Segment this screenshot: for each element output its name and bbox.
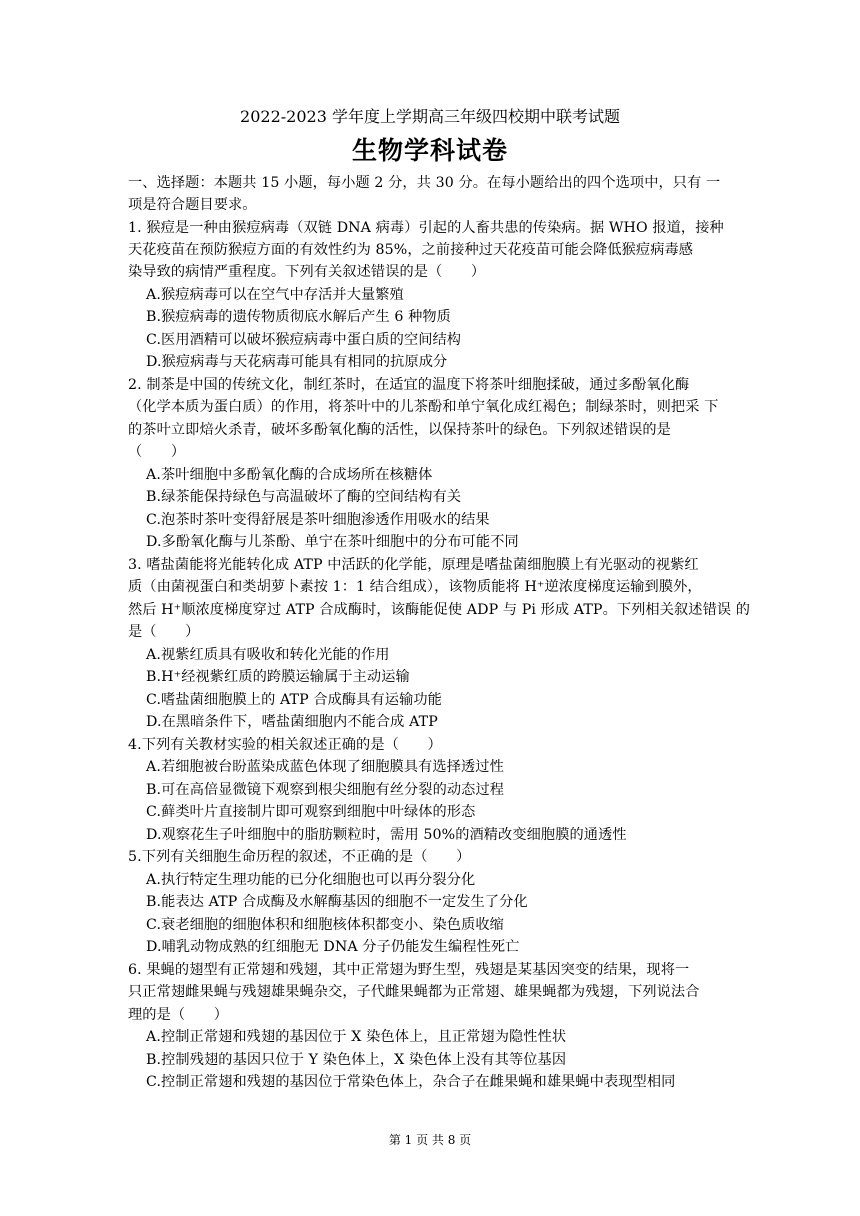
question-2-stem: 2. 制茶是中国的传统文化，制红茶时，在适宜的温度下将茶叶细胞揉破，通过多酚氧化酶 — [128, 377, 690, 393]
question-6-stem: 理的是（ ） — [128, 1007, 229, 1023]
question-5-option-a: A.执行特定生理功能的已分化细胞也可以再分裂分化 — [146, 872, 476, 888]
question-3-stem: 然后 H⁺顺浓度梯度穿过 ATP 合成酶时，该酶能促使 ADP 与 Pi 形成 ATP。下列相关叙述错误 的 — [128, 602, 751, 618]
subject-title: 生物学科试卷 — [351, 136, 508, 165]
question-3-stem: 是（ ） — [128, 624, 200, 640]
question-5-option-d: D.哺乳动物成熟的红细胞无 DNA 分子仍能发生编程性死亡 — [146, 939, 520, 955]
question-2-stem: 的茶叶立即焙火杀青，破坏多酚氧化酶的活性，以保持茶叶的绿色。下列叙述错误的是 — [128, 422, 671, 438]
question-4-option-b: B.可在高倍显微镜下观察到根尖细胞有丝分裂的动态过程 — [146, 782, 505, 798]
question-2-option-d: D.多酚氧化酶与儿茶酚、单宁在茶叶细胞中的分布可能不同 — [146, 534, 519, 550]
question-5-option-b: B.能表达 ATP 合成酶及水解酶基因的细胞不一定发生了分化 — [146, 894, 528, 910]
question-2-stem: （ ） — [128, 444, 186, 460]
question-6-stem: 只正常翅雌果蝇与残翅雄果蝇杂交，子代雌果蝇都为正常翅、雄果蝇都为残翅，下列说法合 — [128, 984, 700, 1000]
question-3-stem: 质（由菌视蛋白和类胡萝卜素按 1：1 结合组成），该物质能将 H⁺逆浓度梯度运输到膜外， — [128, 579, 702, 595]
question-1-option-d: D.猴痘病毒与天花病毒可能具有相同的抗原成分 — [146, 354, 448, 370]
question-3-option-b: B.H⁺经视紫红质的跨膜运输属于主动运输 — [146, 669, 410, 685]
section-heading-cont: 项是符合题目要求。 — [128, 197, 257, 213]
question-1-stem: 天花疫苗在预防猴痘方面的有效性约为 85%，之前接种过天花疫苗可能会降低猴痘病毒感 — [128, 242, 694, 258]
exam-title: 2022-2023 学年度上学期高三年级四校期中联考试题 — [240, 107, 620, 126]
page-number: 第 1 页 共 8 页 — [388, 1133, 472, 1147]
question-3-stem: 3. 嗜盐菌能将光能转化成 ATP 中活跃的化学能，原理是嗜盐菌细胞膜上有光驱动的视紫红 — [128, 557, 699, 573]
question-3-option-a: A.视紫红质具有吸收和转化光能的作用 — [146, 647, 390, 663]
question-6-option-c: C.控制正常翅和残翅的基因位于常染色体上，杂合子在雌果蝇和雄果蝇中表现型相同 — [146, 1074, 676, 1090]
question-2-option-c: C.泡茶时茶叶变得舒展是茶叶细胞渗透作用吸水的结果 — [146, 512, 490, 528]
question-1-stem: 1. 猴痘是一种由猴痘病毒（双链 DNA 病毒）引起的人畜共患的传染病。据 WHO 报道，接种 — [128, 220, 724, 236]
question-3-option-c: C.嗜盐菌细胞膜上的 ATP 合成酶具有运输功能 — [146, 692, 442, 708]
question-1-option-b: B.猴痘病毒的遗传物质彻底水解后产生 6 种物质 — [146, 309, 451, 325]
question-3-option-d: D.在黑暗条件下，嗜盐菌细胞内不能合成 ATP — [146, 714, 438, 730]
question-1-option-a: A.猴痘病毒可以在空气中存活并大量繁殖 — [146, 287, 404, 303]
question-6-option-b: B.控制残翅的基因只位于 Y 染色体上，X 染色体上没有其等位基因 — [146, 1052, 567, 1068]
question-4-option-a: A.若细胞被台盼蓝染成蓝色体现了细胞膜具有选择透过性 — [146, 759, 504, 775]
question-5-stem: 5.下列有关细胞生命历程的叙述，不正确的是（ ） — [128, 849, 471, 865]
question-2-stem: （化学本质为蛋白质）的作用，将茶叶中的儿茶酚和单宁氧化成红褐色；制绿茶时，则把采 下 — [128, 399, 719, 415]
question-6-stem: 6. 果蝇的翅型有正常翅和残翅，其中正常翅为野生型，残翅是某基因突变的结果，现将一 — [128, 962, 690, 978]
question-5-option-c: C.衰老细胞的细胞体积和细胞核体积都变小、染色质收缩 — [146, 917, 504, 933]
question-4-option-d: D.观察花生子叶细胞中的脂肪颗粒时，需用 50%的酒精改变细胞膜的通透性 — [146, 827, 627, 843]
question-4-stem: 4.下列有关教材实验的相关叙述正确的是（ ） — [128, 737, 442, 753]
question-4-option-c: C.藓类叶片直接制片即可观察到细胞中叶绿体的形态 — [146, 804, 476, 820]
question-1-option-c: C.医用酒精可以破坏猴痘病毒中蛋白质的空间结构 — [146, 332, 462, 348]
question-1-stem: 染导致的病情严重程度。下列有关叙述错误的是（ ） — [128, 264, 486, 280]
section-heading: 一、选择题：本题共 15 小题，每小题 2 分，共 30 分。在每小题给出的四个选项中，只有 一 — [128, 175, 721, 191]
question-6-option-a: A.控制正常翅和残翅的基因位于 X 染色体上，且正常翅为隐性性状 — [146, 1029, 567, 1045]
question-2-option-a: A.茶叶细胞中多酚氧化酶的合成场所在核糖体 — [146, 467, 433, 483]
question-2-option-b: B.绿茶能保持绿色与高温破坏了酶的空间结构有关 — [146, 489, 462, 505]
